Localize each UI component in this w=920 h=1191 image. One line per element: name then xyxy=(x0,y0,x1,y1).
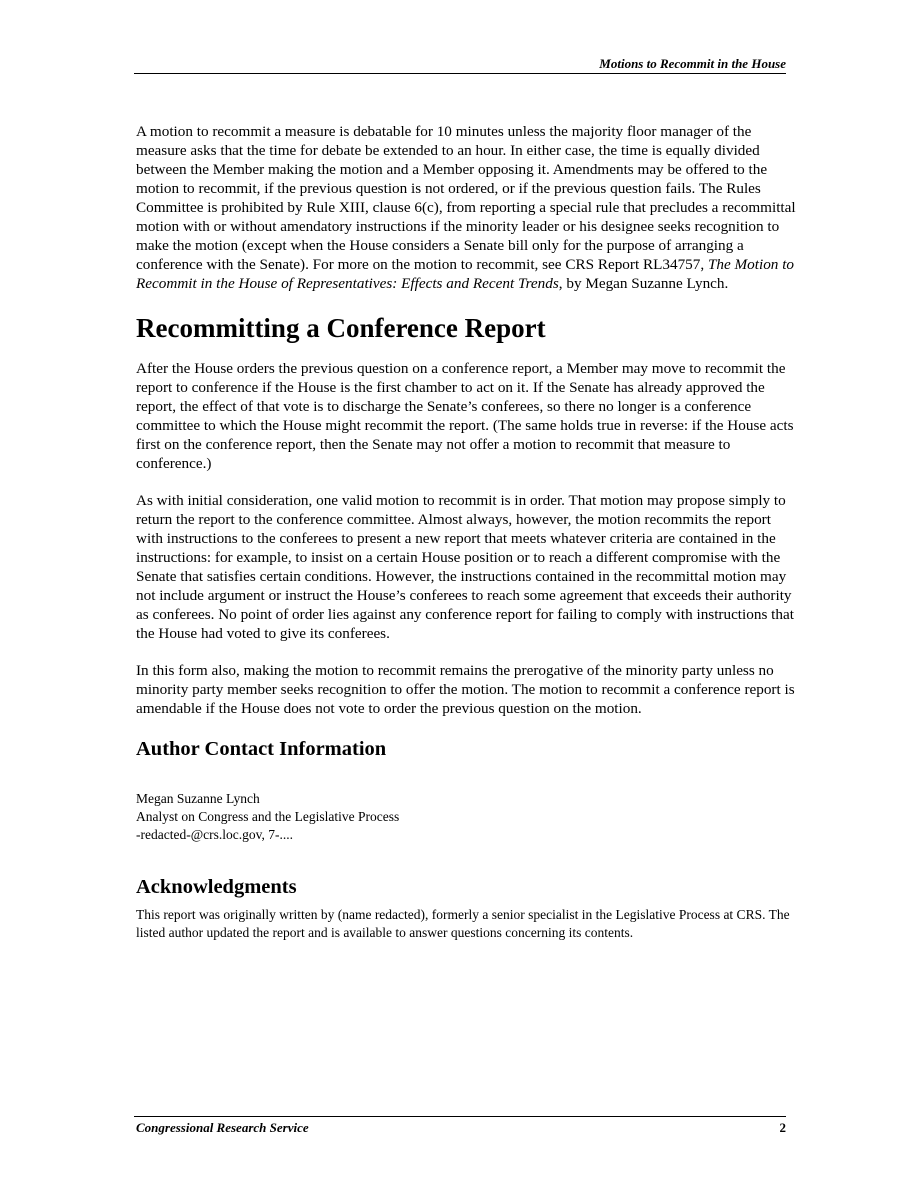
section-heading: Recommitting a Conference Report xyxy=(136,313,546,343)
running-header: Motions to Recommit in the House xyxy=(599,56,786,71)
page-number: 2 xyxy=(779,1120,786,1135)
acknowledgments-text: This report was originally written by (name redacted), formerly a senior specialist in the Legislative Process at CRS. The listed author updated the report and is available to answer questions concerning its contents. xyxy=(136,907,790,940)
report-title: The Motion to Recommit in the House of Representatives: Effects and Recent Trends xyxy=(136,256,795,292)
author-contact-heading: Author Contact Information xyxy=(136,738,387,760)
footer-organization: Congressional Research Service xyxy=(136,1120,309,1135)
acknowledgments-heading: Acknowledgments xyxy=(136,876,297,898)
footer-rule xyxy=(134,1116,786,1117)
section-paragraph-1: After the House orders the previous question on a conference report, a Member may move to recommit the report to conference if the House is the first chamber to act on it. If the Senate has already approved the report, the effect of that vote is to discharge the Senate’s conferees, so there no longer is a conference committee to which the House might recommit the report. (The same holds true in reverse: if the House acts first on the conference report, then the Senate may not offer a motion to recommit that measure to conference.) xyxy=(136,360,794,472)
page-content xyxy=(136,122,801,942)
header-rule xyxy=(134,73,786,74)
section-paragraph-2: As with initial consideration, one valid motion to recommit is in order. That motion may propose simply to return the report to the conference committee. Almost always, however, the motion recommits the report with instructions to the conferees to present a new report that meets whatever criteria are contained in the instructions: for example, to insist on a certain House position or to reach a different compromise with the Senate that satisfies certain conditions. However, the instructions contained in the recommittal motion may not include argument or instruct the House’s conferees to reach some agreement that exceeds their authority as conferees. No point of order lies against any conference report for failing to comply with instructions that the House had voted to give its conferees. xyxy=(136,492,794,642)
author-contact-block xyxy=(136,790,801,844)
intro-paragraph xyxy=(136,122,801,293)
intro-author: , by Megan Suzanne Lynch. xyxy=(558,275,729,292)
author-email: -redacted-@crs.loc.gov, 7-.... xyxy=(136,827,293,842)
author-title: Analyst on Congress and the Legislative Process xyxy=(136,809,400,824)
section-paragraph-3: In this form also, making the motion to recommit remains the prerogative of the minority party unless no minority party member seeks recognition to offer the motion. The motion to recommit a conference report is amendable if the House does not vote to order the previous question on the motion. xyxy=(136,662,795,717)
page-footer xyxy=(136,1120,786,1136)
intro-text: A motion to recommit a measure is debatable for 10 minutes unless the majority floor manager of the measure asks that the time for debate be extended to an hour. In either case, the time is equally divided between the Member making the motion and a Member opposing it. Amendments may be offered to the motion to recommit, if the previous question is not ordered, or if the previous question fails. The Rules Committee is prohibited by Rule XIII, clause 6(c), from reporting a special rule that precludes a recommittal motion with or without amendatory instructions if the minority leader or his designee seeks recognition to make the motion (except when the House considers a Senate bill only for the purpose of arranging a conference with the Senate). For more on the motion to recommit, see CRS Report RL34757, xyxy=(136,123,796,273)
author-name: Megan Suzanne Lynch xyxy=(136,791,260,806)
